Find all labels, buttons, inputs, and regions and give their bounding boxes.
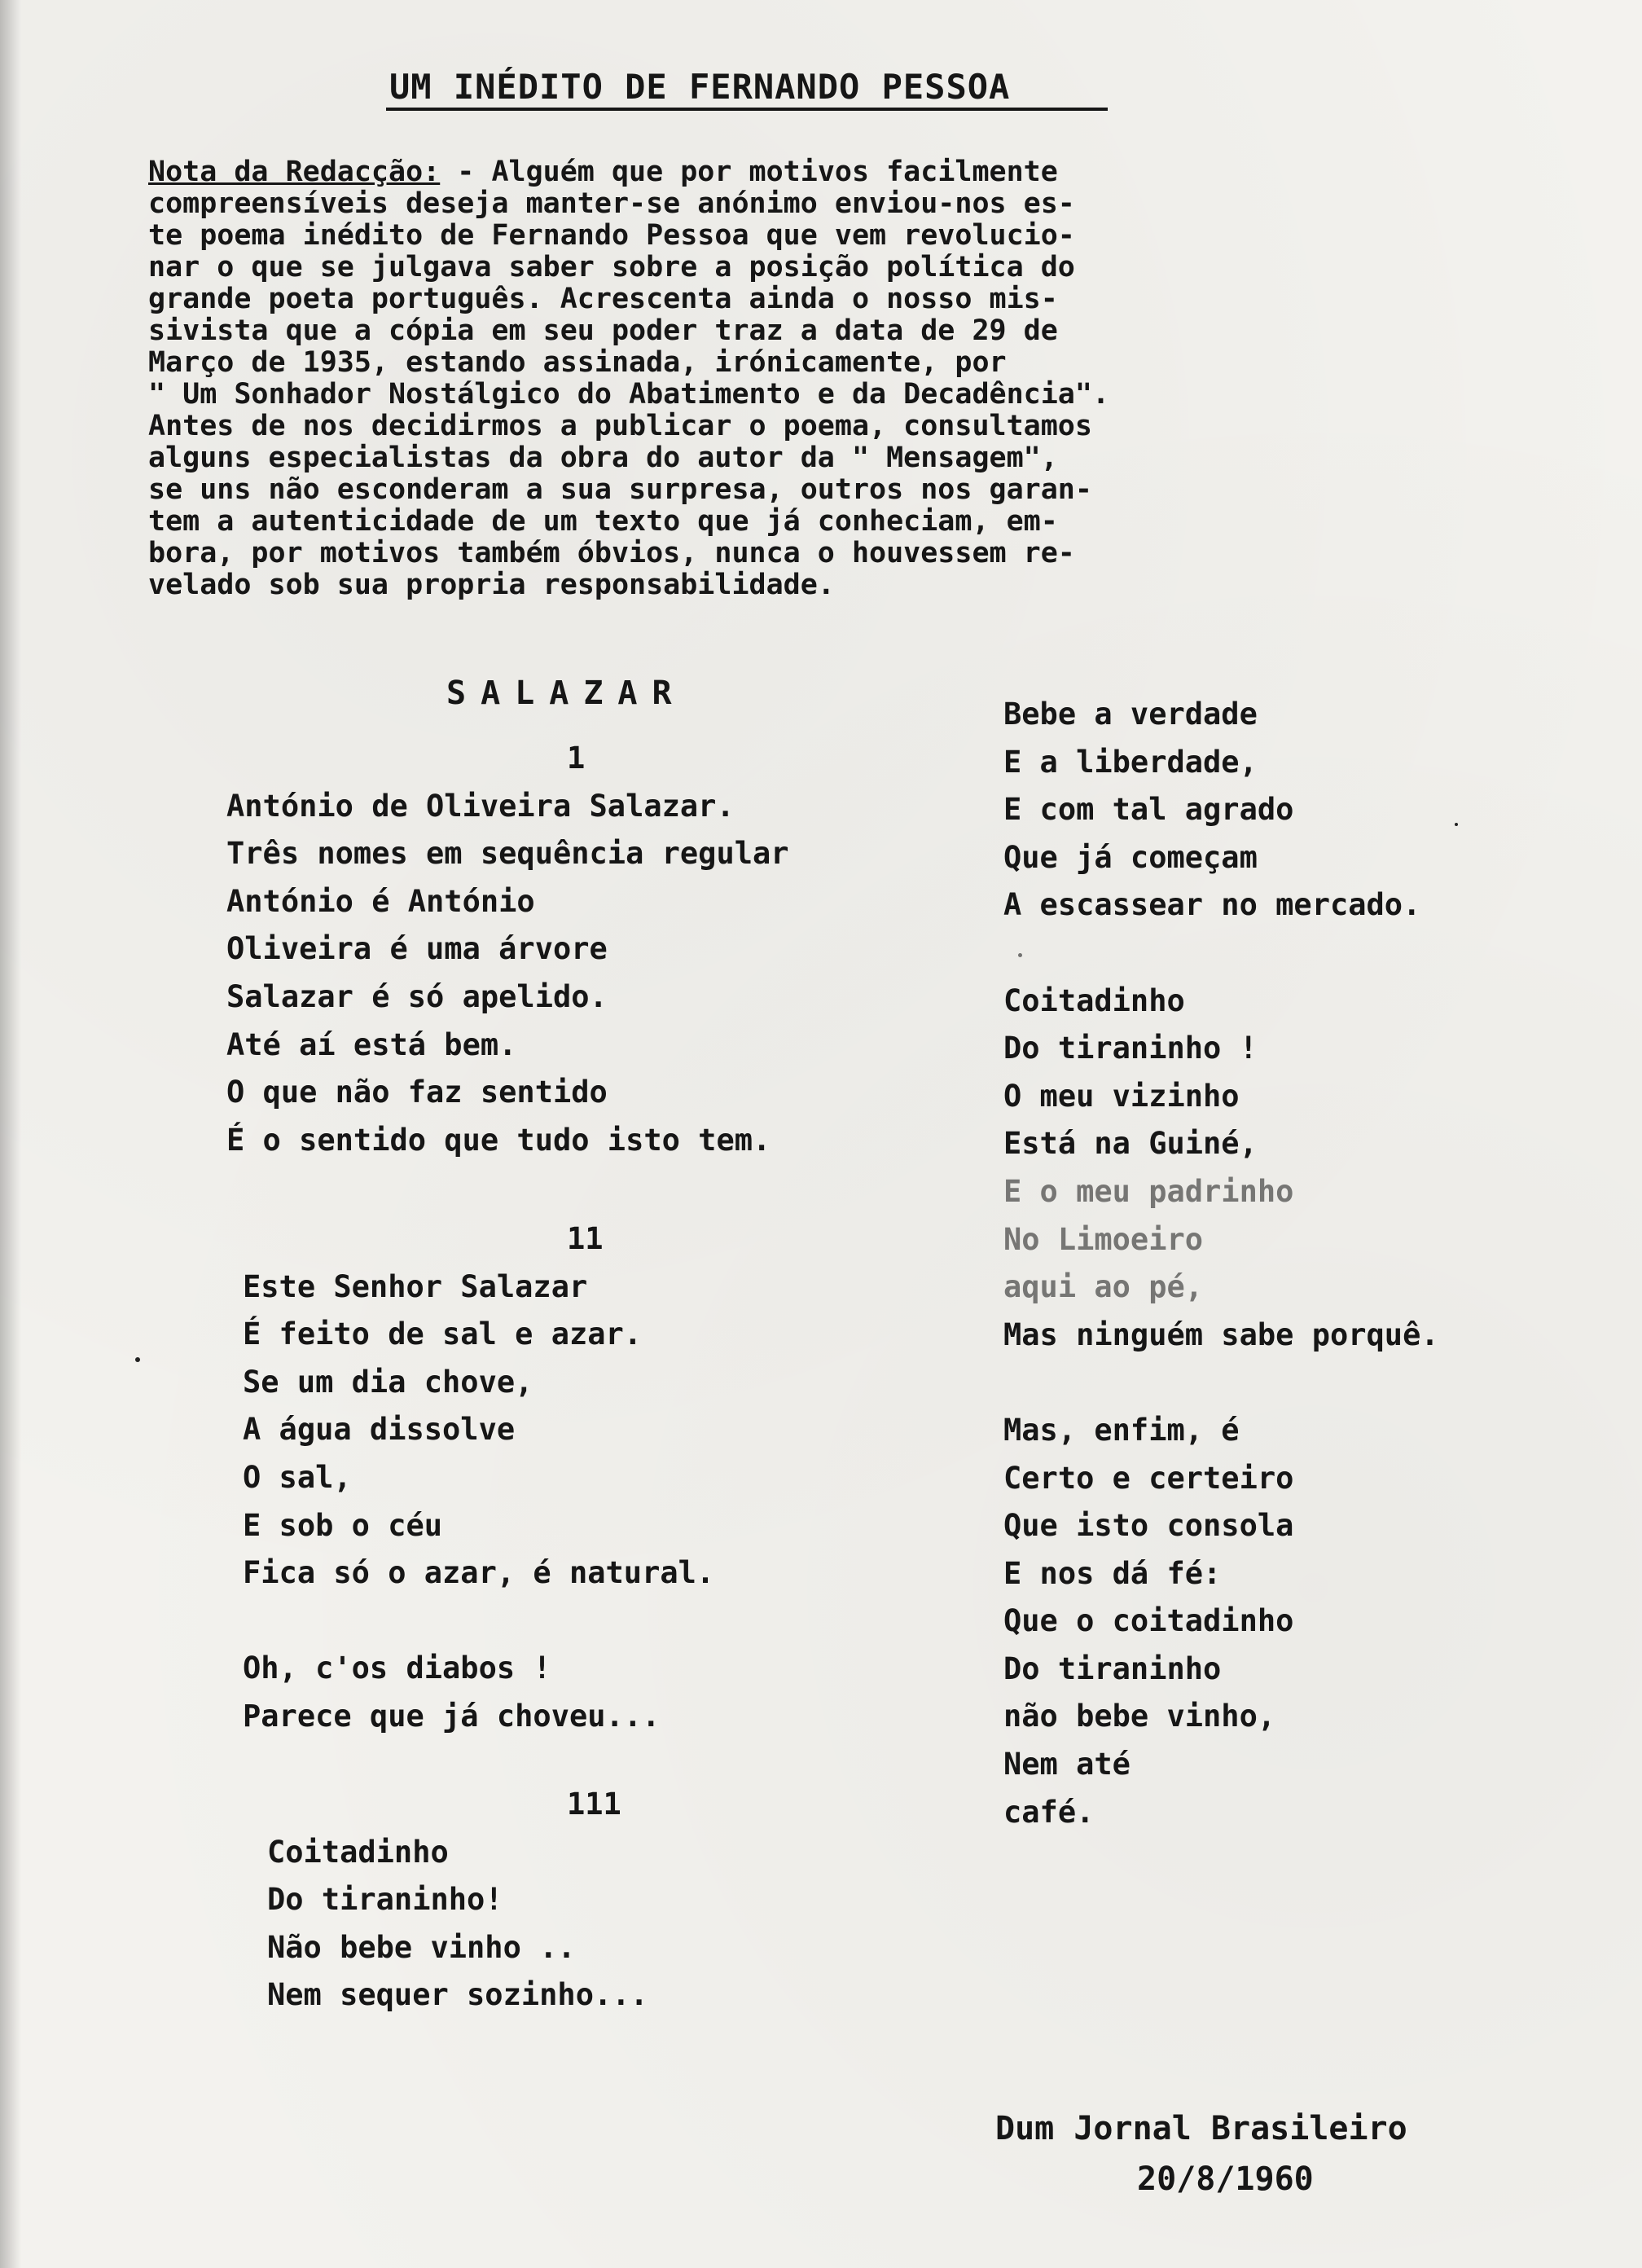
poem-line: Até aí está bem. [226, 1026, 517, 1062]
poem-line: Coitadinho [267, 1834, 449, 1870]
poem-line: café. [1003, 1794, 1095, 1830]
poem-line: Bebe a verdade [1003, 697, 1258, 732]
note-line: bora, por motivos também óbvios, nunca o houvessem re- [148, 537, 1075, 569]
note-line: Antes de nos decidirmos a publicar o poema, consultamos [148, 410, 1092, 442]
poem-line: Não bebe vinho .. [267, 1929, 576, 1965]
poem-line: Fica só o azar, é natural. [243, 1555, 715, 1591]
poem-line: Salazar é só apelido. [226, 978, 608, 1014]
poem-line: Nem sequer sozinho... [267, 1977, 648, 2013]
poem-line: E o meu padrinho [1003, 1173, 1294, 1209]
source-date: 20/8/1960 [1137, 2160, 1314, 2198]
note-line: grande poeta português. Acrescenta ainda o nosso mis- [148, 283, 1058, 315]
note-label: Nota da Redacção: [148, 156, 441, 188]
stanza-gap [243, 1598, 714, 1646]
poem-section-1 [226, 735, 789, 1164]
poem-line: É feito de sal e azar. [243, 1316, 643, 1352]
stanza-gap [1003, 930, 1439, 978]
note-line: compreensíveis deseja manter-se anónimo enviou-nos es- [148, 187, 1075, 220]
poem-line: Está na Guiné, [1003, 1126, 1258, 1162]
poem-line: A água dissolve [243, 1412, 516, 1448]
note-line: se uns não esconderam a sua surpresa, outros nos garan- [148, 473, 1092, 506]
note-line: Nota da Redacção: - Alguém que por motivos facilmente [148, 156, 1058, 188]
poem-line: Se um dia chove, [243, 1364, 533, 1400]
source-name: Dum Jornal Brasileiro [995, 2110, 1407, 2147]
section-numeral: 11 [567, 1221, 604, 1256]
scan-edge-shadow [0, 0, 21, 2268]
poem-line: E sob o céu [243, 1507, 443, 1543]
note-line: te poema inédito de Fernando Pessoa que vem revolucio- [148, 219, 1075, 252]
note-line: nar o que se julgava saber sobre a posição política do [148, 251, 1075, 284]
poem-line: Que isto consola [1003, 1508, 1294, 1544]
poem-line: Do tiraninho! [267, 1882, 503, 1918]
section-numeral: 111 [567, 1787, 621, 1822]
poem-line: Oh, c'os diabos ! [243, 1650, 551, 1686]
poem-line: não bebe vinho, [1003, 1699, 1276, 1734]
poem-section-3 [267, 1781, 648, 2020]
poem-line: O que não faz sentido [226, 1075, 608, 1110]
source-footer [995, 2103, 1407, 2204]
poem-line: Este Senhor Salazar [243, 1268, 588, 1304]
poem-line: E nos dá fé: [1003, 1555, 1222, 1591]
note-line: alguns especialistas da obra do autor da " Mensagem", [148, 442, 1058, 474]
poem-line: E a liberdade, [1003, 744, 1258, 780]
poem-line: Coitadinho [1003, 982, 1185, 1018]
poem-line: aqui ao pé, [1003, 1269, 1204, 1305]
poem-line: Oliveira é uma árvore [226, 931, 608, 967]
poem-line: A escassear no mercado. [1003, 887, 1421, 923]
poem-right-column [1003, 691, 1439, 1836]
heading-underline [386, 108, 1108, 111]
poem-line: António é António [226, 883, 535, 919]
poem-line: Certo e certeiro [1003, 1460, 1294, 1496]
ink-speck [1455, 823, 1458, 826]
poem-line: Mas, enfim, é [1003, 1412, 1240, 1448]
note-line: " Um Sonhador Nostálgico do Abatimento e da Decadência". [148, 378, 1110, 411]
document-heading: UM INÉDITO DE FERNANDO PESSOA [389, 67, 1011, 107]
editorial-note [148, 156, 1272, 601]
poem-line: Que o coitadinho [1003, 1603, 1294, 1639]
poem-line: O sal, [243, 1459, 352, 1495]
poem-line: Do tiraninho ! [1003, 1031, 1258, 1066]
note-line: sivista que a cópia em seu poder traz a data de 29 de [148, 314, 1058, 347]
note-line: velado sob sua propria responsabilidade. [148, 569, 835, 601]
poem-section-2 [243, 1215, 714, 1741]
poem-line: É o sentido que tudo isto tem. [226, 1122, 771, 1158]
note-line: Março de 1935, estando assinada, irónicamente, por [148, 346, 1007, 379]
poem-line: Parece que já choveu... [243, 1698, 661, 1734]
poem-line: Que já começam [1003, 839, 1258, 875]
poem-line: E com tal agrado [1003, 792, 1294, 828]
ink-speck [135, 1357, 140, 1362]
note-line: tem a autenticidade de um texto que já conheciam, em- [148, 505, 1058, 538]
poem-line: Nem até [1003, 1747, 1131, 1782]
poem-line: No Limoeiro [1003, 1221, 1204, 1257]
poem-line: Do tiraninho [1003, 1650, 1222, 1686]
poem-line: Três nomes em sequência regular [226, 836, 789, 872]
stanza-gap [1003, 1359, 1439, 1407]
poem-line: António de Oliveira Salazar. [226, 788, 735, 824]
poem-title: SALAZAR [446, 675, 687, 712]
poem-line: O meu vizinho [1003, 1078, 1240, 1114]
ink-speck [1018, 953, 1022, 957]
section-numeral: 1 [567, 741, 586, 776]
poem-line: Mas ninguém sabe porquê. [1003, 1316, 1439, 1352]
